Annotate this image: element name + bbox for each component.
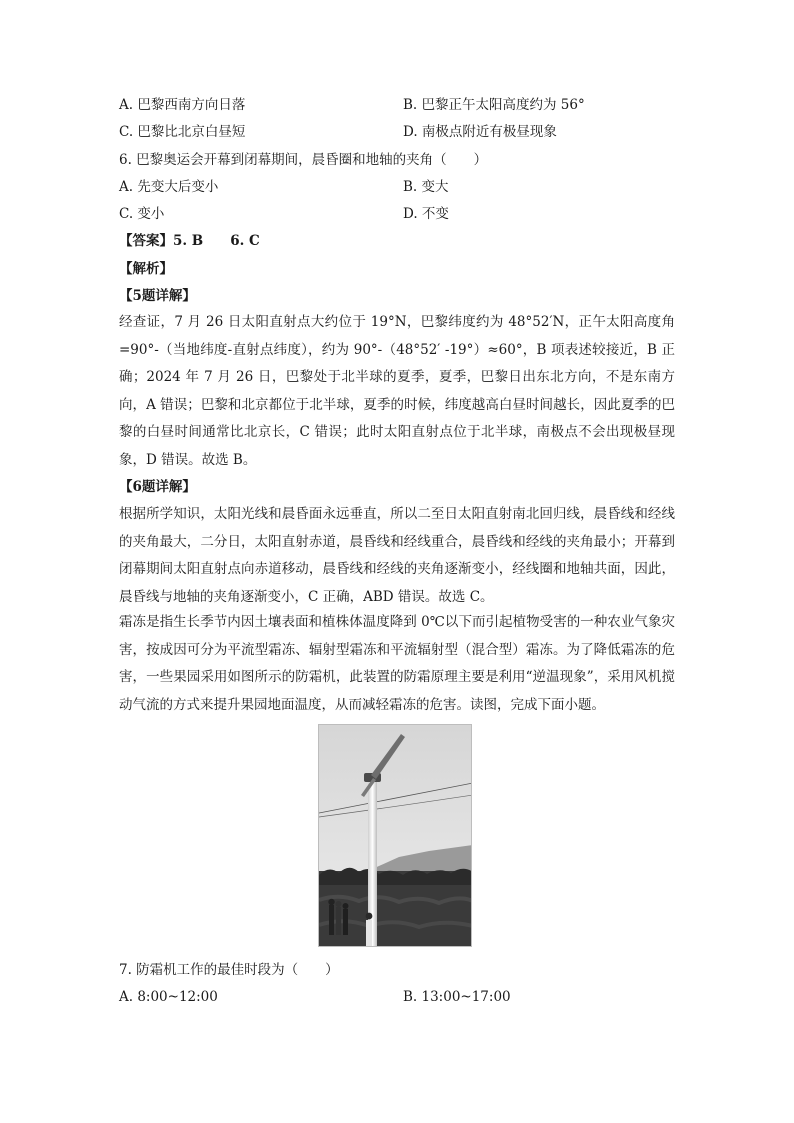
q7-option-b: B. 13:00~17:00	[403, 989, 511, 1005]
q5-detail-heading: 【5题详解】	[119, 288, 196, 304]
q6-stem: 6. 巴黎奥运会开幕到闭幕期间，晨昏圈和地轴的夹角（ ）	[119, 152, 488, 168]
q5-option-b: B. 巴黎正午太阳高度约为 56°	[403, 97, 585, 113]
person-head	[366, 913, 373, 920]
q6-detail-text: 根据所学知识，太阳光线和晨昏面永远垂直，所以二至日太阳直射南北回归线，晨昏线和经线的夹角最大，二分日，太阳直射赤道，晨昏线和经线重合，晨昏线和经线的夹角最小；开幕到闭幕期间太阳直射点向赤道移动，晨昏线和经线的夹角逐渐变小，经线圈和地轴共面，因此，晨昏线与地轴的夹角逐渐变小，C 正确，ABD 错误。故选 C。	[119, 506, 675, 605]
frost-intro-text: 霜冻是指生长季节内因土壤表面和植株体温度降到 0℃以下而引起植物受害的一种农业气象灾害，按成因可分为平流型霜冻、辐射型霜冻和平流辐射型（混合型）霜冻。为了降低霜冻的危害，一些果园采用如图所示的防霜机，此装置的防霜原理主要是利用“逆温现象”，采用风机搅动气流的方式来提升果园地面温度，从而减轻霜冻的危害。读图，完成下面小题。	[119, 614, 675, 713]
person-head	[336, 901, 342, 907]
q6-option-c: C. 变小	[119, 206, 165, 222]
q5-option-a: A. 巴黎西南方向日落	[119, 97, 246, 113]
q7-stem: 7. 防霜机工作的最佳时段为（ ）	[119, 962, 339, 978]
q6-option-b: B. 变大	[403, 179, 449, 195]
q5-option-d: D. 南极点附近有极昼现象	[403, 124, 557, 140]
q6-option-d: D. 不变	[403, 206, 449, 222]
q6-detail-heading: 【6题详解】	[119, 479, 196, 495]
analysis-heading: 【解析】	[119, 261, 173, 277]
person	[329, 905, 334, 935]
person	[336, 907, 341, 935]
person-head	[343, 903, 349, 909]
q5-option-c: C. 巴黎比北京白昼短	[119, 124, 246, 140]
q6-option-a: A. 先变大后变小	[119, 179, 219, 195]
q5-detail-text: 经查证，7 月 26 日太阳直射点大约位于 19°N，巴黎纬度约为 48°52′N，正午太阳高度角=90°-（当地纬度-直射点纬度），约为 90°-（48°52′ -19°）≈60°，B 项表述较接近，B 正确；2024 年 7 月 26 日，巴黎处于北半球的夏季，夏季，巴黎日出东北方向，不是东南方向，A 错误；巴黎和北京都位于北半球，夏季的时候，纬度越高白昼时间越长，因此夏季的巴黎的白昼时间通常比北京长，C 错误；此时太阳直射点位于北半球，南极点不会出现极昼现象，D 错误。故选 B。	[119, 314, 675, 468]
person	[366, 920, 372, 947]
frost-fan-photo	[318, 724, 472, 947]
person	[343, 909, 348, 935]
q7-option-a: A. 8:00~12:00	[119, 989, 218, 1005]
person-head	[328, 899, 334, 905]
frost-fan-illustration	[319, 725, 472, 947]
answer-line: 【答案】5. B 6. C	[119, 233, 260, 249]
